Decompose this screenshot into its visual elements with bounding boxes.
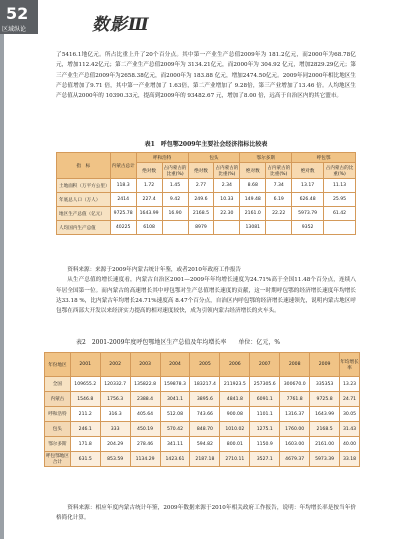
table-cell: 2161.00 [310, 437, 340, 452]
table1-group-baotou: 包头 [188, 153, 240, 163]
table-row [57, 221, 356, 235]
table-cell: 30.05 [340, 407, 360, 422]
table-cell: 853.59 [100, 452, 130, 467]
page-number: 52 [6, 4, 29, 23]
table-cell: 512.08 [160, 407, 190, 422]
table1-sub-share: 占内蒙古的比重(%) [214, 163, 240, 179]
table-cell: 800.01 [220, 437, 250, 452]
table-cell: 1275.1 [250, 422, 280, 437]
table-cell: 1756.3 [100, 392, 130, 407]
table-cell: 1546.8 [70, 392, 100, 407]
table-row [57, 193, 356, 207]
table-cell: 1316.37 [280, 407, 310, 422]
row-label: 全国 [45, 377, 71, 392]
table-cell: 2388.4 [130, 392, 160, 407]
magazine-logo: 数影Ⅲ [92, 15, 150, 35]
paragraph-2 [56, 265, 356, 316]
table-cell: 335353 [310, 377, 340, 392]
side-strip [0, 34, 4, 539]
table-cell: 8979 [188, 221, 214, 235]
row-label: 土地面积（万平方公里） [57, 179, 111, 193]
table-cell: 626.48 [292, 193, 324, 207]
table-cell: 22.30 [214, 207, 240, 221]
table-cell: 33.18 [340, 452, 360, 467]
row-label: 人均国内生产总值 [57, 221, 111, 235]
table-cell: 40.00 [340, 437, 360, 452]
table-cell: 4679.37 [280, 452, 310, 467]
table-cell: 135822.8 [130, 377, 160, 392]
table-cell: 570.42 [160, 422, 190, 437]
table-cell: 316.3 [100, 407, 130, 422]
table-cell: 1134.29 [130, 452, 160, 467]
table-cell: 6.19 [266, 193, 292, 207]
table-cell: 900.08 [220, 407, 250, 422]
table-cell: 257305.6 [250, 377, 280, 392]
row-label: 地区生产总值（亿元） [57, 207, 111, 221]
table-cell: 6108 [136, 221, 162, 235]
table-row [45, 392, 360, 407]
table1-group-huhehaote: 呼和浩特 [136, 153, 188, 163]
row-label: 呼和浩特 [45, 407, 71, 422]
table1-sub-share: 占内蒙古的比重(%) [324, 163, 356, 179]
table1-sub-absolute: 绝对数 [292, 163, 324, 179]
paragraph-1-text: 了5416.1地亿元。所占比重上升了20个百分点。其中第一产业生产总值2009年为 181.2亿元，而2000年为68.78亿元，增加112.42亿元；第二产业生产总值2009年为 3134.21亿元，而2000年为 304.92 亿元，增加2829.29亿元；第三产业生产总值2009年为2658.38亿元，而2000年为 183.88 亿元，增加2474.50亿元。2009年同2000年相比地区生产总值增加了9.71 倍，其中第一产业增加了 1.63倍，第二产业增加了 9.28倍，第三产业增加了13.46 倍。人均地区生产总值从2000年的 10390.33元，提高到2009年的 93482.67 元，增加了8.00 倍，远高于自治区内的其它盟市。 [56, 52, 356, 100]
table-cell: 5973.39 [310, 452, 340, 467]
table-cell: 2168.5 [188, 207, 214, 221]
table-cell: 183217.4 [190, 377, 220, 392]
table2-year: 2002 [100, 353, 130, 377]
table-cell: 6091.1 [250, 392, 280, 407]
table1-header-indicator: 指 标 [57, 153, 111, 179]
table-cell: 24.71 [340, 392, 360, 407]
table-cell: 1603.00 [280, 437, 310, 452]
table1 [56, 152, 356, 235]
paragraph-2-text: 从生产总值的增长速度看，内蒙古自治区2001—2009年年均增长速度为24.71%高于全国11.48个百分点，连续八年居全国第一位。而内蒙古的高速增长其中呼包鄂对生产总值增长速度的贡献，这一时期呼包鄂的经济增长速度年均增长达33.18 %，比内蒙古年均增长24.71%速度高 8.47个百分点，自治区内呼包鄂的经济增长速速领先，说明内蒙古地区呼包鄂在西部大开发以来经济实力提高的相对速度较快，成为引领内蒙古经济增长的火车头。 [56, 277, 356, 315]
table-cell: 4841.8 [220, 392, 250, 407]
table-cell: 2.77 [188, 179, 214, 193]
table-cell: 405.64 [130, 407, 160, 422]
table-cell: 1.45 [162, 179, 188, 193]
table-row [57, 179, 356, 193]
table-cell: 10.33 [214, 193, 240, 207]
table1-sub-absolute: 绝对数 [136, 163, 162, 179]
table-cell: 13081 [240, 221, 266, 235]
table-cell: 1.72 [136, 179, 162, 193]
table2-year: 2008 [280, 353, 310, 377]
table-row [45, 452, 360, 467]
table-cell: 11.13 [324, 179, 356, 193]
table-cell: 1101.1 [250, 407, 280, 422]
row-label: 内蒙古 [45, 392, 71, 407]
table-cell: 2187.18 [190, 452, 220, 467]
table-cell: 3527.1 [250, 452, 280, 467]
table-cell: 333 [100, 422, 130, 437]
table2-header-region: 年份地区 [45, 353, 71, 377]
table-cell: 2.34 [214, 179, 240, 193]
table-cell: 848.70 [190, 422, 220, 437]
table-row [57, 207, 356, 221]
table-cell: 300670.0 [280, 377, 310, 392]
table-cell: 31.43 [340, 422, 360, 437]
table1-body [57, 179, 356, 235]
table-cell: 2414 [110, 193, 136, 207]
table-cell: 204.29 [100, 437, 130, 452]
table2-year: 2001 [70, 353, 100, 377]
table-cell: 5973.79 [292, 207, 324, 221]
table-cell [266, 221, 292, 235]
table-cell: 1643.99 [310, 407, 340, 422]
table-cell: 118.3 [110, 179, 136, 193]
source-note-2: 资料来源：相应年度内蒙古统计年鉴，2009年数据来源于2010年相关政府工作报告，说明：年均增长率是按当年价格简化计算。 [56, 505, 356, 522]
table-cell: 2710.11 [220, 452, 250, 467]
row-label: 鄂尔多斯 [45, 437, 71, 452]
table-cell [324, 221, 356, 235]
table-cell: 13.23 [340, 377, 360, 392]
table1-sub-absolute: 绝对数 [240, 163, 266, 179]
table-cell: 22.22 [266, 207, 292, 221]
table1-caption: 表1 呼包鄂2009年主要社会经济指标比较表 [144, 141, 268, 148]
table-cell: 7.34 [266, 179, 292, 193]
table-cell: 3041.1 [160, 392, 190, 407]
table-cell: 9725.78 [110, 207, 136, 221]
paragraph-1 [56, 50, 356, 101]
table2-caption: 表2 2001-2009年度呼包鄂地区生产总值及年均增长率 单位：亿元，% [76, 339, 281, 346]
table-cell: 159878.3 [160, 377, 190, 392]
table1-sub-absolute: 绝对数 [188, 163, 214, 179]
table-cell: 2161.0 [240, 207, 266, 221]
table-cell: 40225 [110, 221, 136, 235]
table1-header-nmg: 内蒙古总计 [110, 153, 136, 179]
table-cell: 743.66 [190, 407, 220, 422]
table-cell: 120332.7 [100, 377, 130, 392]
table2-year: 2009 [310, 353, 340, 377]
table-cell: 3895.6 [190, 392, 220, 407]
table-cell: 278.46 [130, 437, 160, 452]
table-cell: 1010.02 [220, 422, 250, 437]
row-label: 呼包鄂地区合计 [45, 452, 71, 467]
table-cell: 171.8 [70, 437, 100, 452]
table-cell: 341.11 [160, 437, 190, 452]
table-cell: 8.68 [240, 179, 266, 193]
table-cell: 1643.99 [136, 207, 162, 221]
table-cell: 249.6 [188, 193, 214, 207]
page-header-block [0, 0, 38, 34]
table-cell: 9352 [292, 221, 324, 235]
paragraph-3 [56, 503, 356, 524]
table-cell: 246.1 [70, 422, 100, 437]
table2-header-rate: 年均增长率 [340, 353, 360, 377]
table-cell: 16.90 [162, 207, 188, 221]
table-row [45, 407, 360, 422]
table-cell: 1150.9 [250, 437, 280, 452]
table2-year: 2006 [220, 353, 250, 377]
table-cell: 13.17 [292, 179, 324, 193]
row-label: 包头 [45, 422, 71, 437]
table2 [44, 352, 360, 467]
table-cell: 2168.5 [310, 422, 340, 437]
table2-year: 2004 [160, 353, 190, 377]
table1-sub-share: 占内蒙古的比重(%) [266, 163, 292, 179]
table-cell: 109655.2 [70, 377, 100, 392]
table-cell: 594.82 [190, 437, 220, 452]
row-label: 年底总人口（万人） [57, 193, 111, 207]
table-cell: 631.5 [70, 452, 100, 467]
table2-year: 2007 [250, 353, 280, 377]
table-cell: 25.95 [324, 193, 356, 207]
table-row [45, 422, 360, 437]
source-note-1: 资料来源：来源于2009年内蒙古统计年鉴，或者2010年政府工作报告 [67, 267, 242, 273]
table-cell: 9.42 [162, 193, 188, 207]
table-cell: 61.42 [324, 207, 356, 221]
table-cell [162, 221, 188, 235]
table-cell: 211.2 [70, 407, 100, 422]
table1-group-eerduosi: 鄂尔多斯 [240, 153, 292, 163]
section-label: 区域纵论 [2, 26, 27, 33]
table-cell: 7761.8 [280, 392, 310, 407]
table2-year: 2003 [130, 353, 160, 377]
table-cell: 149.48 [240, 193, 266, 207]
table1-sub-share: 占内蒙古的比重(%) [162, 163, 188, 179]
table-cell: 450.19 [130, 422, 160, 437]
table-row [45, 377, 360, 392]
table2-year: 2005 [190, 353, 220, 377]
table-cell: 9725.8 [310, 392, 340, 407]
table2-body [45, 377, 360, 467]
table-cell: 1423.61 [160, 452, 190, 467]
table-cell: 1760.00 [280, 422, 310, 437]
table-cell [214, 221, 240, 235]
table-cell: 227.4 [136, 193, 162, 207]
table1-group-hubaoe: 呼包鄂 [292, 153, 356, 163]
table-row [45, 437, 360, 452]
table-cell: 211923.5 [220, 377, 250, 392]
